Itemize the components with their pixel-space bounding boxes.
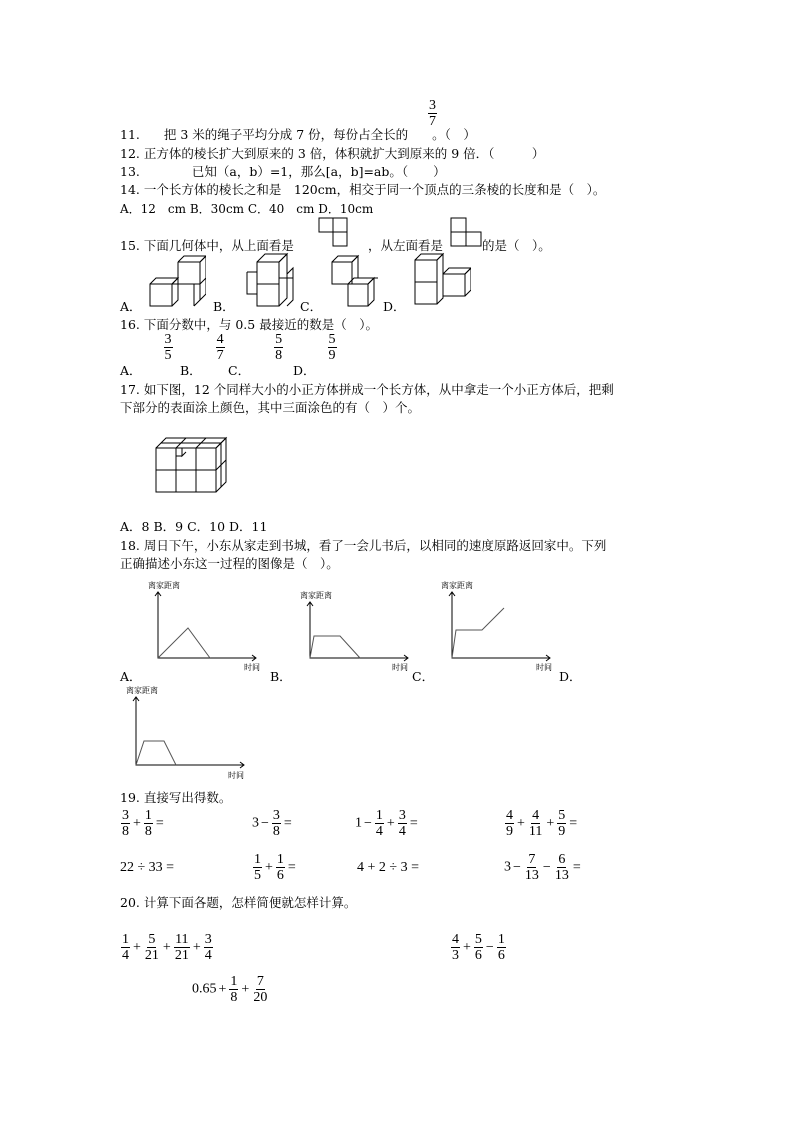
graph-a: [150, 590, 260, 662]
expr-19-7: 4 + 2 ÷ 3 =: [357, 860, 419, 875]
question-text: 直接写出得数。: [143, 790, 232, 805]
question-14: [120, 180, 605, 198]
question-15-tail: 的是（ ）。: [482, 238, 551, 253]
question-number: 11.: [120, 127, 140, 142]
q16-option-d: D． $\frac{5}{9}$: [293, 332, 336, 378]
question-17-line1: 17. 如下图，12 个同样大小的小正方体拼成一个长方体，从中拿走一个小正方体后，把剩: [120, 382, 614, 397]
question-18-line2: 正确描述小东这一过程的图像是（ ）。: [120, 556, 339, 571]
solid-option-a: [148, 252, 206, 308]
option-c-label: C．: [300, 299, 323, 314]
option-b-label: B．: [213, 299, 235, 314]
graph-b-y-label: 离家距离: [300, 591, 332, 600]
expr-19-2: 3 − $\frac{3}{8}$ =: [252, 808, 292, 839]
graph-c-x-label: 时间: [536, 663, 552, 672]
question-15-mid: ，从左面看是: [368, 238, 444, 253]
graph-c-y-label: 离家距离: [441, 581, 473, 590]
expr-20-1: $\frac{1}{4}$ + $\frac{5}{21}$ + $\frac{11}{21}$ + $\frac{3}{4}$: [122, 932, 212, 963]
question-text-a: 下面几何体中，从上面看是: [143, 238, 294, 253]
question-number: 18.: [120, 538, 140, 553]
graph-d-option-label: D．: [559, 669, 582, 684]
question-text: 已知（a，b）=1，那么[a，b]=ab。（ ）: [191, 164, 446, 179]
solid-option-b: [243, 252, 301, 308]
graph-b-x-label: 时间: [392, 663, 408, 672]
question-number: 14.: [120, 182, 140, 197]
expr-20-2: $\frac{4}{3}$ + $\frac{5}{6}$ − $\frac{1}{6}$: [452, 932, 505, 963]
graph-c-option-label: C．: [412, 669, 435, 684]
graph-a-option-label: A．: [120, 669, 142, 684]
question-20: [120, 893, 356, 911]
question-16: [120, 315, 378, 333]
graph-b: [302, 600, 412, 662]
expr-19-1: $\frac{3}{8}$ + $\frac{1}{8}$ =: [122, 808, 164, 839]
question-text: 下面分数中，与 0.5 最接近的数是（ ）。: [143, 317, 378, 332]
question-17-line2: 下部分的表面涂上颜色，其中三面涂色的有（ ）个。: [120, 400, 421, 415]
question-18-line1: 18. 周日下午，小东从家走到书城，看了一会儿书后，以相同的速度原路返回家中。下列: [120, 538, 607, 553]
solid-option-d: [413, 252, 471, 308]
graph-b-option-label: B．: [270, 669, 292, 684]
answer-bracket: 。（ ）: [432, 127, 476, 142]
question-text: 正方体的棱长扩大到原来的 3 倍，体积就扩大到原来的 9 倍．（ ）: [143, 146, 545, 161]
expr-20-3: 0.65 + $\frac{1}{8}$ + $\frac{7}{20}$: [192, 974, 268, 1005]
question-12: [120, 144, 544, 162]
option-d-label: D．: [383, 299, 406, 314]
graph-d-x-label: 时间: [228, 771, 244, 780]
expr-19-5: 22 ÷ 33 =: [120, 860, 175, 875]
question-text: 把 3 米的绳子平均分成 7 份，每份占全长的: [163, 127, 409, 142]
expr-19-8: 3 − $\frac{7}{13}$ − $\frac{6}{13}$ =: [504, 852, 581, 883]
question-text: 计算下面各题，怎样简便就怎样计算。: [143, 895, 357, 910]
expr-19-4: $\frac{4}{9}$ + $\frac{4}{11}$ + $\frac{5}{9}$ =: [506, 808, 578, 839]
top-view-figure: [318, 217, 348, 247]
question-text: 一个长方体的棱长之和是 120cm，相交于同一个顶点的三条棱的长度和是（ ）。: [143, 182, 606, 197]
graph-a-x-label: 时间: [244, 663, 260, 672]
question-number: 13.: [120, 164, 140, 179]
question-number: 15.: [120, 238, 140, 253]
expr-19-6: $\frac{1}{5}$ + $\frac{1}{6}$ =: [254, 852, 296, 883]
expr-19-3: 1 − $\frac{1}{4}$ + $\frac{3}{4}$ =: [355, 808, 418, 839]
question-11: [120, 125, 476, 143]
question-number: 20.: [120, 895, 140, 910]
solid-option-c: [330, 252, 382, 308]
cuboid-figure: [154, 436, 230, 494]
graph-d: [128, 695, 248, 769]
q16-option-b: B． $\frac{4}{7}$: [180, 332, 224, 378]
q16-option-c: C． $\frac{5}{8}$: [228, 332, 283, 378]
option-a-label: A．: [120, 299, 142, 314]
question-number: 16.: [120, 317, 140, 332]
graph-c: [444, 590, 554, 662]
q16-option-a: A． $\frac{3}{5}$: [120, 332, 172, 378]
question-14-options: A．12 cm B．30cm C．40 cm D．10cm: [120, 202, 374, 216]
question-13: [120, 162, 446, 180]
question-number: 19.: [120, 790, 140, 805]
question-17-options: A．8 B．9 C．10 D．11: [120, 519, 268, 534]
question-number: 17.: [120, 382, 140, 397]
q11-fraction: $\frac{3}{7}$: [429, 98, 436, 129]
question-number: 12.: [120, 146, 140, 161]
graph-d-y-label: 离家距离: [126, 686, 158, 695]
question-19: [120, 788, 231, 806]
left-view-figure: [450, 217, 482, 247]
graph-a-y-label: 离家距离: [148, 581, 180, 590]
